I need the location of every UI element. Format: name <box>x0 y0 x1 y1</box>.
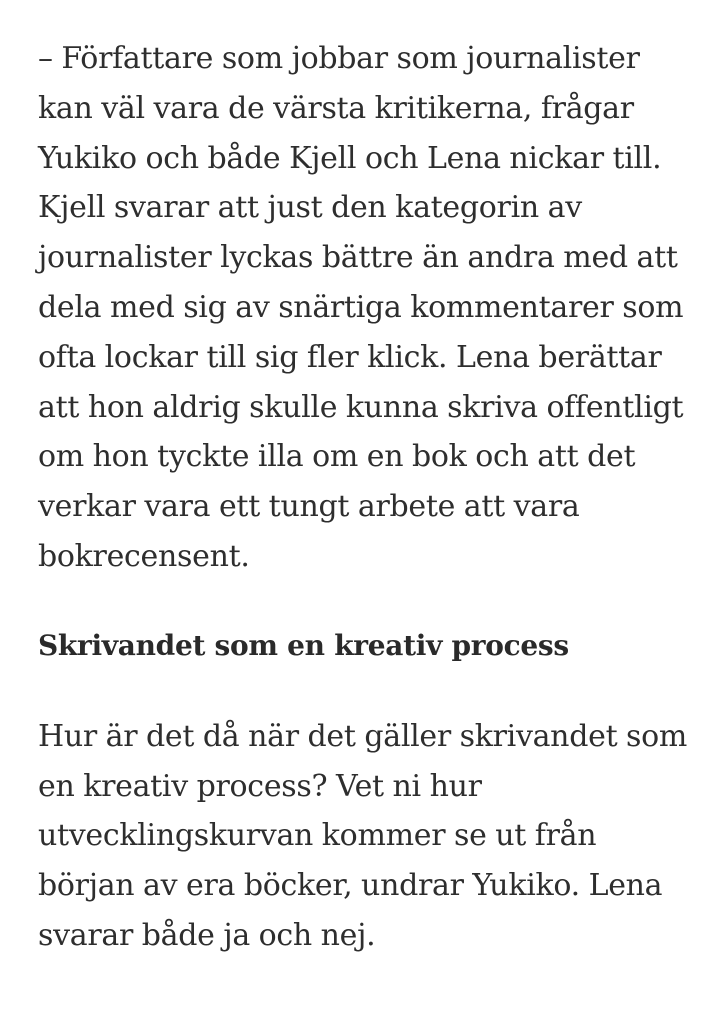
article-paragraph-1: – Författare som jobbar som journalister kan väl vara de värsta kritikerna, frågar Yukiko och både Kjell och Lena nickar till. Kjell svarar att just den kategorin av journalister lyckas bättre än andra med att dela med sig av snärtiga kommentarer som ofta lockar till sig fler klick. Lena berättar att hon aldrig skulle kunna skriva offentligt om hon tyckte illa om en bok och att det verkar vara ett tungt arbete att vara bokrecensent. <box>38 41 684 574</box>
article-body <box>38 34 698 961</box>
section-heading: Skrivandet som en kreativ process <box>38 628 569 662</box>
article-paragraph-2: Hur är det då när det gäller skrivandet som en kreativ process? Vet ni hur utvecklingskurvan kommer se ut från början av era böcker, undrar Yukiko. Lena svarar både ja och nej. <box>38 718 688 953</box>
